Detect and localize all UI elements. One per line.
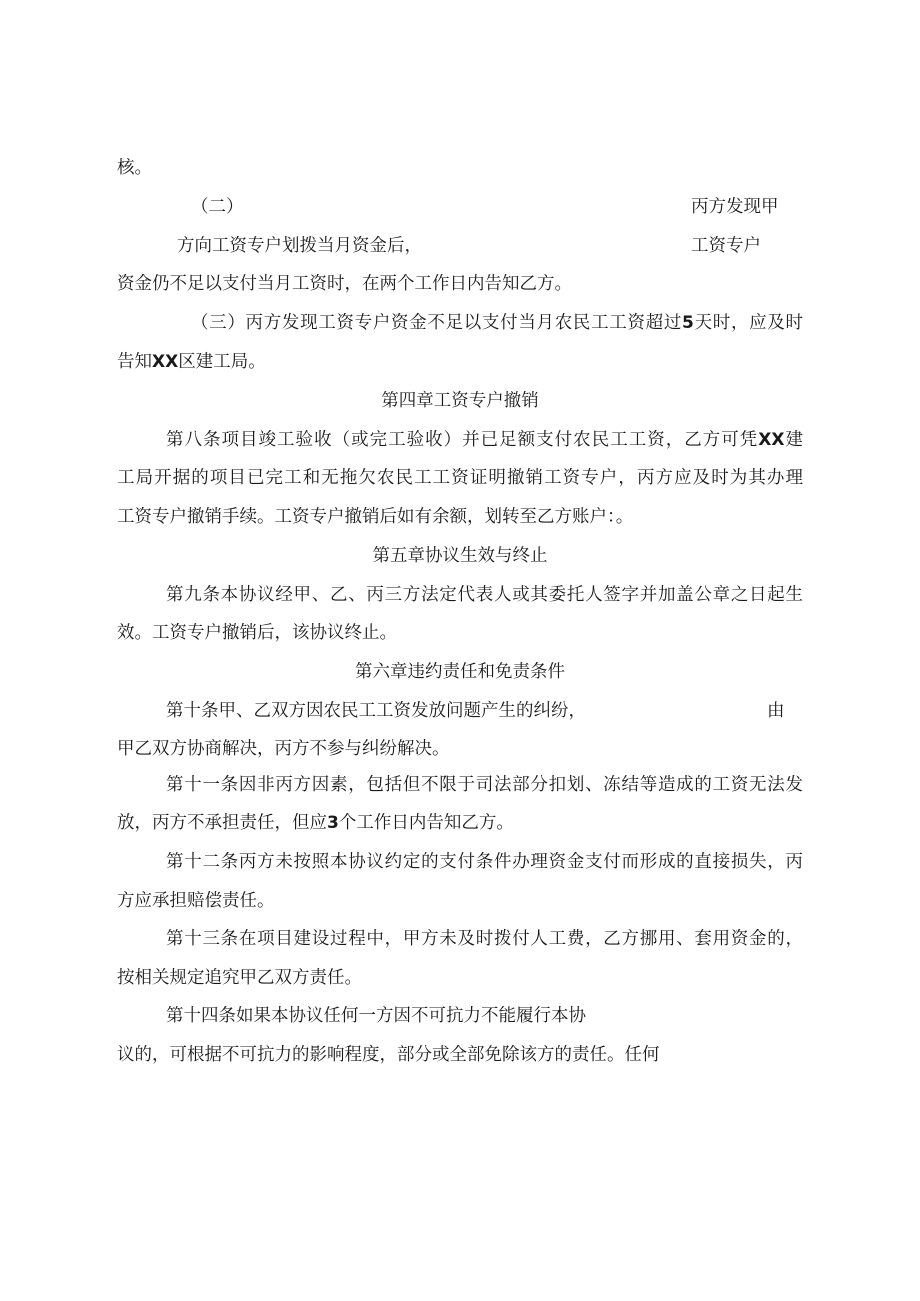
text-line: 第十四条如果本协议任何一方因不可抗力不能履行本协 — [166, 1006, 586, 1026]
number-span: XX — [758, 430, 785, 450]
text-line: 第九条本协议经甲、乙、丙三方法定代表人或其委托人签字并加盖公章之日起生 — [166, 585, 803, 605]
text-line: （二） — [191, 197, 244, 217]
text-line: 方向工资专户划拨当月资金后， — [177, 236, 422, 256]
text-line: 效。工资专户撤销后，该协议终止。 — [117, 623, 397, 643]
text-line — [117, 350, 266, 374]
text-span: 建 — [784, 430, 804, 450]
text-line: 丙方发现甲 — [691, 197, 779, 217]
chapter-heading: 第六章违约责任和免责条件 — [355, 662, 565, 682]
text-span: 告知 — [117, 352, 152, 372]
text-line — [166, 428, 803, 452]
text-line: 第十条甲、乙双方因农民工工资发放问题产生的纠纷， — [166, 701, 586, 721]
text-line: 由 — [767, 701, 785, 721]
chapter-heading: 第四章工资专户撤销 — [381, 391, 539, 411]
text-line: 核。 — [117, 158, 152, 178]
text-line: 第十三条在项目建设过程中，甲方未及时拨付人工费，乙方挪用、套用资金的， — [166, 929, 803, 949]
text-span: 放，丙方不承担责任，但应 — [117, 813, 327, 833]
text-span: （三）丙方发现工资专户资金不足以支付当月农民工工资超过 — [191, 313, 683, 333]
number-span: XX — [152, 352, 179, 372]
chapter-heading: 第五章协议生效与终止 — [372, 546, 548, 566]
number-span: 3 — [327, 813, 339, 833]
text-line: 工局开据的项目已完工和无拖欠农民工工资证明撤销工资专户，丙方应及时为其办理 — [117, 468, 803, 488]
text-span: 第八条项目竣工验收（或完工验收）并已足额支付农民工工资，乙方可凭 — [166, 430, 759, 450]
text-line — [117, 811, 514, 835]
text-line: 资金仍不足以支付当月工资时，在两个工作日内告知乙方。 — [117, 274, 572, 294]
number-span: 5 — [682, 313, 694, 333]
text-span: 区建工局。 — [178, 352, 266, 372]
text-line: 第十一条因非丙方因素，包括但不限于司法部分扣划、冻结等造成的工资无法发 — [166, 775, 803, 795]
text-line: 第十二条丙方未按照本协议约定的支付条件办理资金支付而形成的直接损失，丙 — [166, 852, 803, 872]
text-line: 工资专户 — [691, 236, 761, 256]
text-line — [191, 311, 803, 335]
text-line: 工资专户撤销手续。工资专户撤销后如有余额，划转至乙方账户：。 — [117, 507, 634, 527]
text-line: 按相关规定追究甲乙双方责任。 — [117, 968, 362, 988]
text-span: 天时，应及时 — [693, 313, 804, 333]
text-line: 甲乙双方协商解决，丙方不参与纠纷解决。 — [117, 739, 450, 759]
text-span: 个工作日内告知乙方。 — [338, 813, 514, 833]
text-line: 方应承担赔偿责任。 — [117, 891, 275, 911]
text-line: 议的，可根据不可抗力的影响程度，部分或全部免除该方的责任。任何 — [117, 1045, 660, 1065]
